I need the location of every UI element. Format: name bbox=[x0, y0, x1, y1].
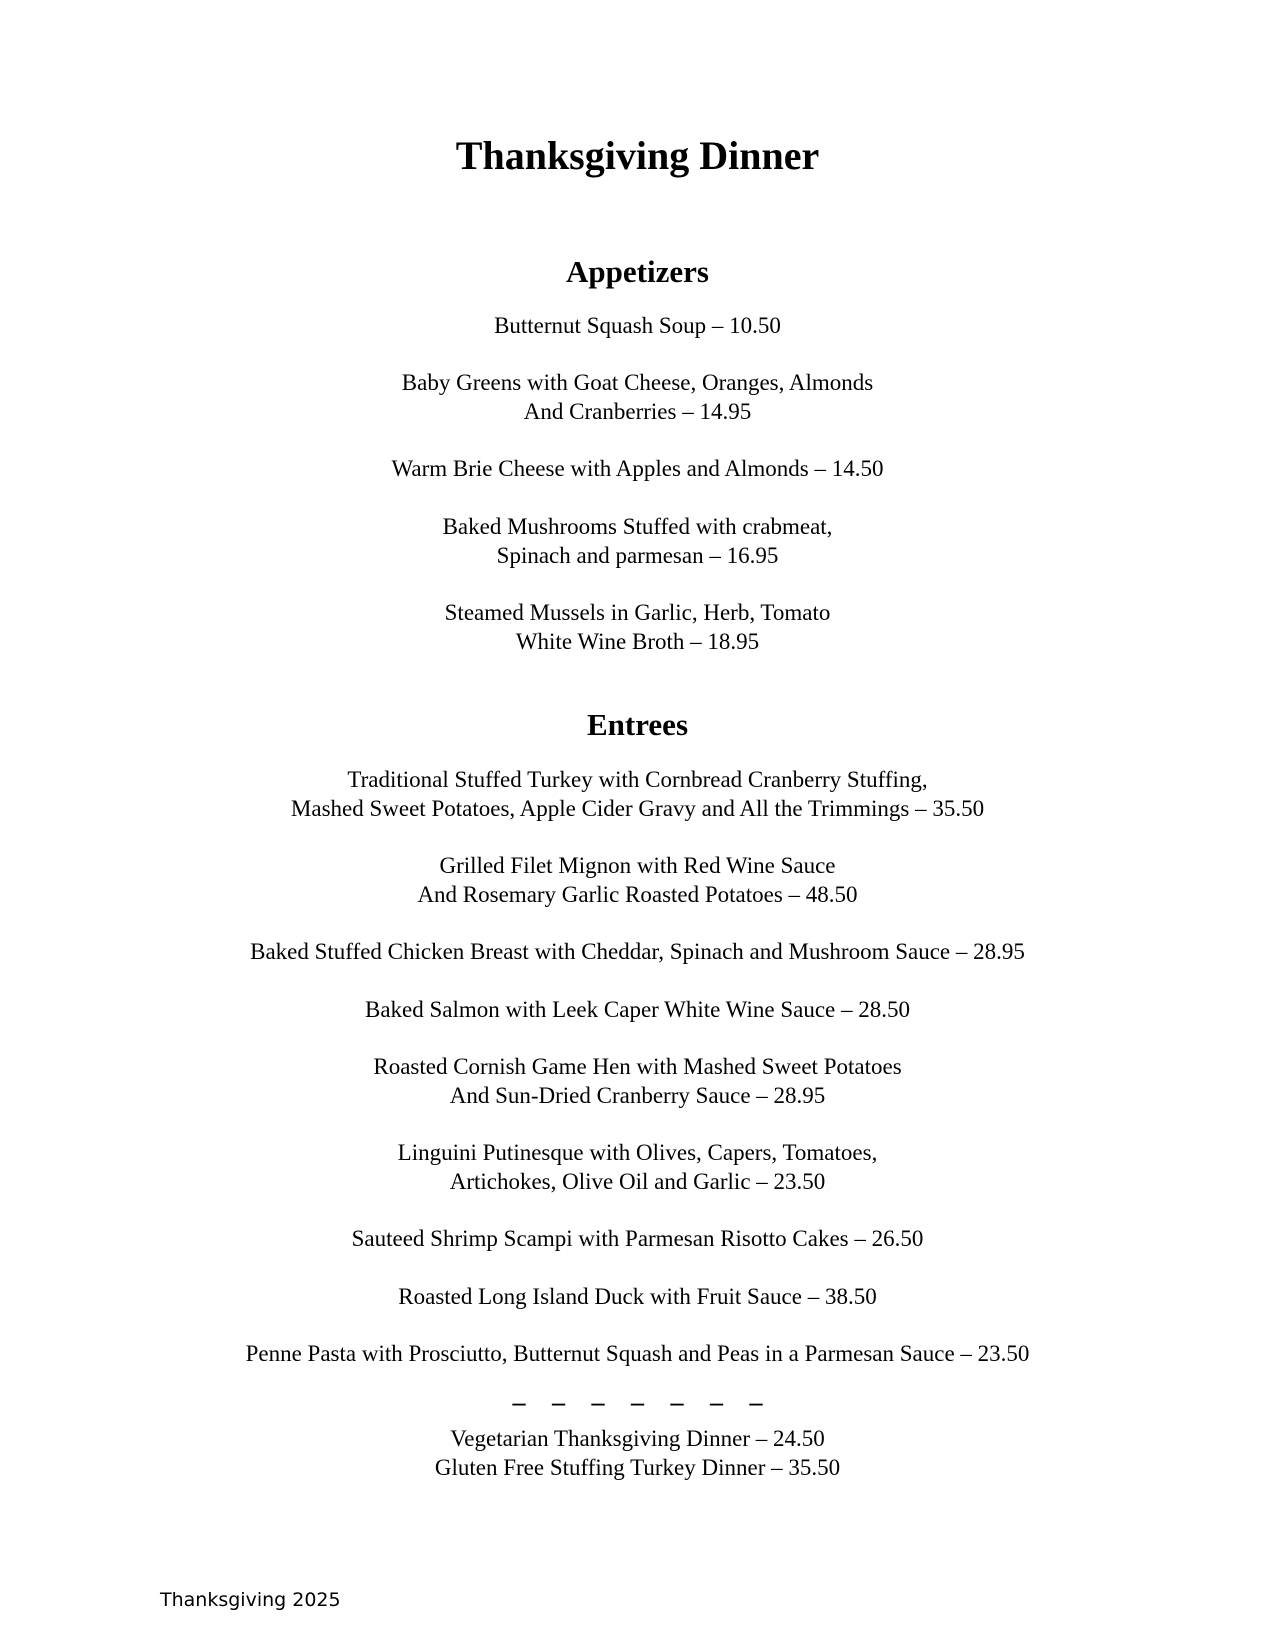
menu-item-line: Butternut Squash Soup – 10.50 bbox=[494, 313, 781, 338]
section-separator: – – – – – – – bbox=[512, 1388, 773, 1417]
menu-item bbox=[0, 995, 1275, 1024]
menu-item-line: Artichokes, Olive Oil and Garlic – 23.50 bbox=[449, 1169, 826, 1194]
menu-item-line: Sauteed Shrimp Scampi with Parmesan Risotto Cakes – 26.50 bbox=[351, 1226, 924, 1251]
menu-item-line: Penne Pasta with Prosciutto, Butternut Squash and Peas in a Parmesan Sauce – 23.50 bbox=[245, 1341, 1030, 1366]
menu-item-line: Baked Mushrooms Stuffed with crabmeat, bbox=[442, 514, 833, 539]
menu-item-line: Steamed Mussels in Garlic, Herb, Tomato bbox=[444, 600, 831, 625]
menu-item bbox=[0, 512, 1275, 570]
menu-item bbox=[0, 1224, 1275, 1253]
menu-item-line: And Rosemary Garlic Roasted Potatoes – 48.50 bbox=[417, 882, 858, 907]
menu-item bbox=[0, 598, 1275, 656]
menu-item bbox=[0, 937, 1275, 966]
menu-item-line: Linguini Putinesque with Olives, Capers, Tomatoes, bbox=[397, 1140, 878, 1165]
menu-item bbox=[0, 1339, 1275, 1368]
menu-item bbox=[0, 765, 1275, 823]
menu-item bbox=[0, 1052, 1275, 1110]
menu-item-line: White Wine Broth – 18.95 bbox=[515, 629, 760, 654]
menu-item bbox=[0, 1138, 1275, 1196]
menu-item-line: Grilled Filet Mignon with Red Wine Sauce bbox=[439, 853, 836, 878]
menu-item-line: Mashed Sweet Potatoes, Apple Cider Gravy and All the Trimmings – 35.50 bbox=[290, 796, 985, 821]
page-title: Thanksgiving Dinner bbox=[455, 133, 820, 178]
page-footer: Thanksgiving 2025 bbox=[160, 1589, 341, 1611]
menu-item-line: Baby Greens with Goat Cheese, Oranges, Almonds bbox=[401, 370, 874, 395]
appetizers-heading: Appetizers bbox=[566, 254, 709, 289]
menu-item-line: Traditional Stuffed Turkey with Cornbread Cranberry Stuffing, bbox=[347, 767, 928, 792]
menu-item-line: Gluten Free Stuffing Turkey Dinner – 35.50 bbox=[434, 1455, 841, 1480]
menu-item-line: Spinach and parmesan – 16.95 bbox=[496, 543, 779, 568]
menu-item bbox=[0, 1282, 1275, 1311]
entrees-heading: Entrees bbox=[586, 707, 689, 742]
menu-item-line: And Cranberries – 14.95 bbox=[523, 399, 752, 424]
menu-item-line: Baked Stuffed Chicken Breast with Cheddar, Spinach and Mushroom Sauce – 28.95 bbox=[250, 939, 1025, 964]
menu-item bbox=[0, 851, 1275, 909]
menu-item-line: Warm Brie Cheese with Apples and Almonds – 14.50 bbox=[391, 456, 884, 481]
menu-item bbox=[0, 311, 1275, 340]
menu-item bbox=[0, 454, 1275, 483]
menu-item bbox=[0, 368, 1275, 426]
menu-item-line: And Sun-Dried Cranberry Sauce – 28.95 bbox=[449, 1083, 826, 1108]
menu-item bbox=[0, 1424, 1275, 1482]
menu-item-line: Vegetarian Thanksgiving Dinner – 24.50 bbox=[450, 1426, 825, 1451]
menu-item-line: Roasted Cornish Game Hen with Mashed Sweet Potatoes bbox=[373, 1054, 902, 1079]
menu-item-line: Roasted Long Island Duck with Fruit Sauce – 38.50 bbox=[398, 1284, 877, 1309]
menu-item-line: Baked Salmon with Leek Caper White Wine Sauce – 28.50 bbox=[365, 997, 910, 1022]
